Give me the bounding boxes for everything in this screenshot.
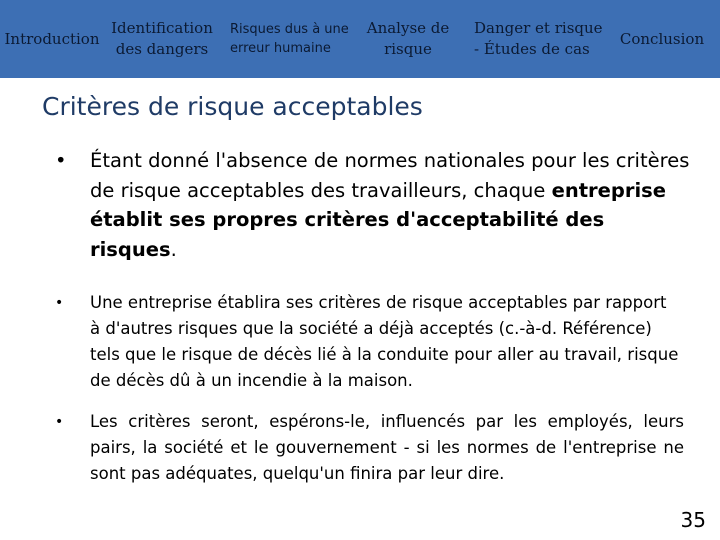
- bullet-marker: •: [55, 295, 64, 311]
- bullet-text: Une entreprise établira ses critères de risque acceptables par rapport à d'autres risques que la société a déjà acceptés (c.-à-d. Référence) tels que le risque de décès lié à la conduite pour aller au travail, risque de décès dû à un incendie à la maison.: [90, 293, 679, 390]
- slide-title: Critères de risque acceptables: [42, 92, 423, 121]
- bullet-text: Étant donné l'absence de normes nationales pour les critères de risque acceptables des travailleurs, chaque entreprise établit ses propres critères d'acceptabilité des risques.: [90, 149, 690, 261]
- nav-item-analyse-de-risque[interactable]: Analyse de risque: [366, 19, 450, 58]
- top-navigation-bar: [0, 0, 720, 78]
- nav-item-introduction[interactable]: Introduction: [4, 29, 100, 48]
- nav-item-risques-erreur-humaine[interactable]: Risques dus à une erreur humaine: [230, 22, 349, 56]
- page-number: 35: [680, 508, 706, 532]
- bullet-marker: •: [55, 414, 64, 430]
- nav-item-conclusion[interactable]: Conclusion: [619, 29, 705, 48]
- bullet-marker: •: [55, 149, 67, 172]
- bullet-text: Les critères seront, espérons-le, influencés par les employés, leurs pairs, la société et le gouvernement - si les normes de l'entreprise ne sont pas adéquates, quelqu'un finira par leur dire.: [90, 412, 684, 483]
- nav-item-danger-et-risque-etudes-de-cas[interactable]: Danger et risque - Études de cas: [474, 19, 603, 58]
- bullet-bold-text: entreprise établit ses propres critères d'acceptabilité des risques: [90, 178, 666, 261]
- nav-item-identification-des-dangers[interactable]: Identification des dangers: [111, 19, 213, 58]
